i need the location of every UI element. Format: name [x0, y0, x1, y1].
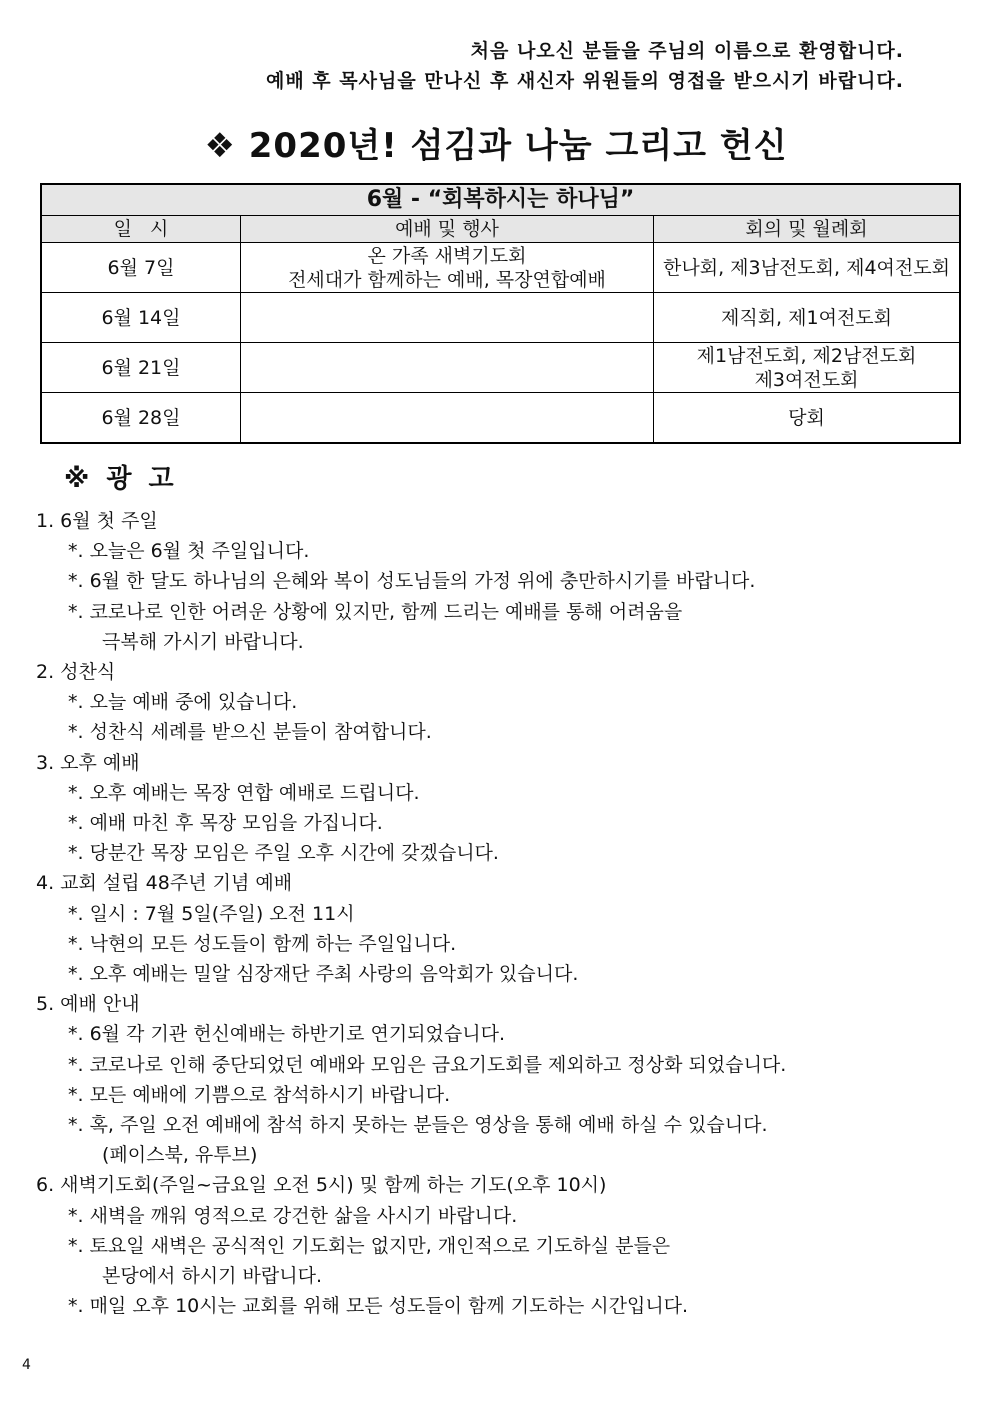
welcome-line-2: 예배 후 목사님을 만나신 후 새신자 위원들의 영접을 받으시기 바랍니다. — [265, 70, 904, 92]
notice-item-text: *. 코로나로 인해 중단되었던 예배와 모임은 금요기도회를 제외하고 정상화 되었습니다. — [68, 1053, 787, 1076]
notice-item-text: *. 모든 예배에 기쁨으로 참석하시기 바랍니다. — [68, 1083, 451, 1106]
notice-item-text: *. 오후 예배는 밀알 심장재단 주최 사랑의 음악회가 있습니다. — [68, 963, 579, 986]
welcome-line-1: 처음 나오신 분들을 주님의 이름으로 환영합니다. — [470, 40, 904, 62]
schedule-table — [40, 183, 961, 444]
row-meetings — [654, 343, 961, 393]
notice-item-text: *. 6월 한 달도 하나님의 은혜와 복이 성도님들의 가정 위에 충만하시기를 바랍니다. — [68, 570, 756, 593]
notice-section-title: 4. 교회 설립 48주년 기념 예배 — [36, 872, 293, 895]
notice-item-text: *. 일시 : 7월 5일(주일) 오전 11시 — [68, 902, 355, 925]
row-events — [241, 343, 654, 393]
notice-item — [36, 1110, 966, 1170]
row-date: 6월 14일 — [41, 293, 241, 343]
row-events — [241, 293, 654, 343]
table-row — [41, 393, 960, 444]
notice-item-text: *. 혹, 주일 오전 예배에 참석 하지 못하는 분들은 영상을 통해 예배 하실 수 있습니다. — [68, 1114, 768, 1137]
notice-section-title: 3. 오후 예배 — [36, 751, 140, 774]
notice-item — [36, 929, 966, 959]
notice-item — [36, 1231, 966, 1291]
notice-item-continuation: (페이스북, 유투브) — [102, 1144, 258, 1167]
notice-item — [36, 536, 966, 566]
page-title: ❖ 2020년! 섬김과 나눔 그리고 헌신 — [204, 126, 788, 166]
notice-item-text: *. 낙현의 모든 성도들이 함께 하는 주일입니다. — [68, 932, 457, 955]
notice-list — [36, 506, 966, 1321]
notice-item-text: *. 오후 예배는 목장 연합 예배로 드립니다. — [68, 781, 420, 804]
notice-item — [36, 838, 966, 868]
schedule-month-title: 6월 - “회복하시는 하나님” — [41, 184, 960, 216]
row-meetings — [654, 393, 961, 444]
notice-section-title: 2. 성찬식 — [36, 661, 116, 684]
row-events — [241, 393, 654, 444]
notice-section-title: 6. 새벽기도회(주일~금요일 오전 5시) 및 함께 하는 기도(오후 10시) — [36, 1174, 607, 1197]
notice-item — [36, 717, 966, 747]
table-row — [41, 243, 960, 293]
meeting-line: 제직회, 제1여전도회 — [721, 306, 892, 329]
meeting-line: 제3여전도회 — [754, 368, 859, 391]
notice-item-text: *. 코로나로 인한 어려운 상황에 있지만, 함께 드리는 예배를 통해 어려움을 — [68, 600, 683, 623]
notice-item-text: *. 오늘 예배 중에 있습니다. — [68, 691, 298, 714]
row-events — [241, 243, 654, 293]
notice-item-text: *. 새벽을 깨워 영적으로 강건한 삶을 사시기 바랍니다. — [68, 1204, 518, 1227]
meeting-line: 한나회, 제3남전도회, 제4여전도회 — [663, 256, 950, 279]
row-meetings — [654, 293, 961, 343]
notice-item — [36, 1050, 966, 1080]
table-row — [41, 343, 960, 393]
notice-item — [36, 808, 966, 838]
header-events: 예배 및 행사 — [241, 216, 654, 243]
row-date: 6월 28일 — [41, 393, 241, 444]
row-meetings — [654, 243, 961, 293]
notice-item-text: *. 성찬식 세례를 받으신 분들이 참여합니다. — [68, 721, 432, 744]
meeting-line: 제1남전도회, 제2남전도회 — [696, 344, 917, 367]
header-meetings: 회의 및 월례회 — [654, 216, 961, 243]
notice-item-text: *. 토요일 새벽은 공식적인 기도회는 없지만, 개인적으로 기도하실 분들은 — [68, 1234, 671, 1257]
notice-heading: ※ 광 고 — [64, 464, 178, 494]
notice-item — [36, 597, 966, 657]
notice-item — [36, 959, 966, 989]
notice-item — [36, 1080, 966, 1110]
row-date: 6월 21일 — [41, 343, 241, 393]
event-line: 온 가족 새벽기도회 — [367, 244, 527, 267]
notice-item-continuation: 본당에서 하시기 바랍니다. — [102, 1265, 323, 1288]
page-number: 4 — [22, 1357, 31, 1373]
notice-item — [36, 687, 966, 717]
notice-item-text: *. 당분간 목장 모임은 주일 오후 시간에 갖겠습니다. — [68, 842, 499, 865]
row-date: 6월 7일 — [41, 243, 241, 293]
notice-item-text: *. 매일 오후 10시는 교회를 위해 모든 성도들이 함께 기도하는 시간입니다. — [68, 1295, 689, 1318]
notice-item — [36, 1019, 966, 1049]
event-line: 전세대가 함께하는 예배, 목장연합예배 — [288, 268, 606, 291]
notice-item-text: *. 6월 각 기관 헌신예배는 하반기로 연기되었습니다. — [68, 1023, 505, 1046]
notice-item-text: *. 오늘은 6월 첫 주일입니다. — [68, 540, 310, 563]
notice-item — [36, 778, 966, 808]
notice-item — [36, 899, 966, 929]
notice-item — [36, 1201, 966, 1231]
notice-item — [36, 1291, 966, 1321]
notice-item-continuation: 극복해 가시기 바랍니다. — [102, 630, 304, 653]
meeting-line: 당회 — [788, 406, 825, 429]
notice-section-title: 1. 6월 첫 주일 — [36, 510, 158, 532]
header-date: 일 시 — [41, 216, 241, 243]
notice-item-text: *. 예배 마친 후 목장 모임을 가집니다. — [68, 812, 383, 835]
table-row — [41, 293, 960, 343]
notice-item — [36, 566, 966, 596]
welcome-message — [266, 36, 904, 96]
notice-section-title: 5. 예배 안내 — [36, 993, 140, 1016]
